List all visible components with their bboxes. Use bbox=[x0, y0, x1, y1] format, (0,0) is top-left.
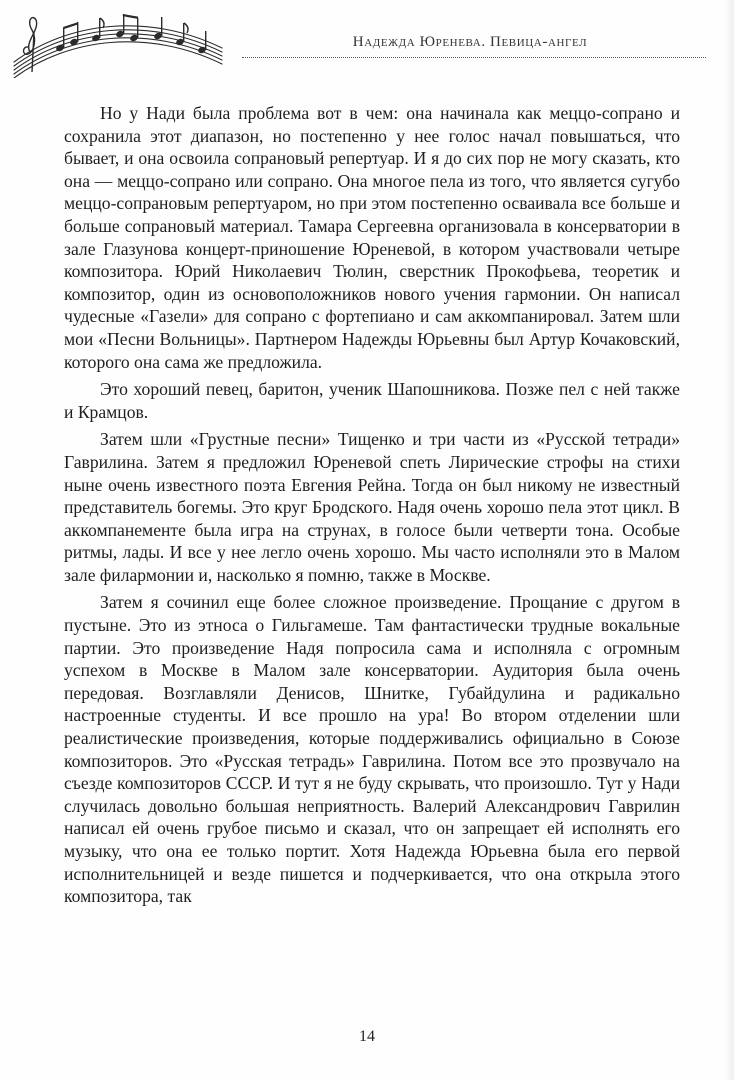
running-head bbox=[250, 34, 690, 51]
paragraph: Это хороший певец, баритон, ученик Шапошникова. Позже пел с ней также и Крамцов. bbox=[64, 379, 680, 422]
paragraph: Затем шли «Грустные песни» Тищенко и три части из «Русской тетради» Гаврилина. Затем я предложил Юреневой спеть Лирические строфы на стихи ныне очень известного поэта Евгения Рейна. Тогда он был никому не известный представитель богемы. Это круг Бродского. Надя очень хорошо пела этот цикл. В аккомпанементе была игра на струнах, в голосе были четверти тона. Особые ритмы, лады. И все у нее легло очень хорошо. Мы часто исполняли это в Малом зале филармонии и, насколько я помню, также в Москве. bbox=[64, 429, 680, 585]
page-edge-shadow bbox=[724, 0, 734, 1080]
paragraph: Но у Нади была проблема вот в чем: она начинала как меццо-сопрано и сохранила этот диапазон, но постепенно у нее голос начал повышаться, что бывает, и она освоила сопрановый репертуар. И я до сих пор не могу сказать, кто она — меццо-сопрано или сопрано. Она многое пела из того, что является сугубо меццо-сопрановым репертуаром, но при этом постепенно осваивала все больше и больше сопрановый материал. Тамара Сергеевна организовала в консерватории в зале Глазунова концерт-приношение Юреневой, в котором участвовали четыре композитора. Юрий Николаевич Тюлин, сверстник Прокофьева, теоретик и композитор, один из основоположников нового учения гармонии. Он написал чудесные «Газели» для сопрано с фортепиано и сам аккомпанировал. Затем шли мои «Песни Вольницы». Партнером Надежды Юрьевны был Артур Кочаковский, которого она сама же предложила. bbox=[64, 103, 680, 372]
body-text bbox=[64, 102, 680, 913]
music-staff-notes-icon bbox=[8, 12, 228, 78]
running-head-title: Надежда Юренева. Певица-ангел bbox=[352, 34, 588, 50]
header-dotted-rule bbox=[242, 57, 706, 58]
page-number: 14 bbox=[359, 1028, 375, 1045]
paragraph: Затем я сочинил еще более сложное произведение. Прощание с другом в пустыне. Это из этноса о Гильгамеше. Там фантастически трудные вокальные партии. Это произведение Надя попросила сама и исполняла с огромным успехом в Москве в Малом зале консерватории. Аудитория была очень передовая. Возглавляли Денисов, Шнитке, Губайдулина и радикально настроенные студенты. И все прошло на ура! Во втором отделении шли реалистические произведения, которые поддерживались официально в Союзе композиторов. Это «Русская тетрадь» Гаврилина. Потом все это прозвучало на съезде композиторов СССР. И тут я не буду скрывать, что произошло. Тут у Нади случилась довольно большая неприятность. Валерий Александрович Гаврилин написал ей очень грубое письмо и сказал, что он запрещает ей исполнять его музыку, что она ее только портит. Хотя Надежда Юрьевна была его первой исполнительницей и везде пишется и подчеркивается, что она открыла этого композитора, так bbox=[64, 592, 680, 907]
